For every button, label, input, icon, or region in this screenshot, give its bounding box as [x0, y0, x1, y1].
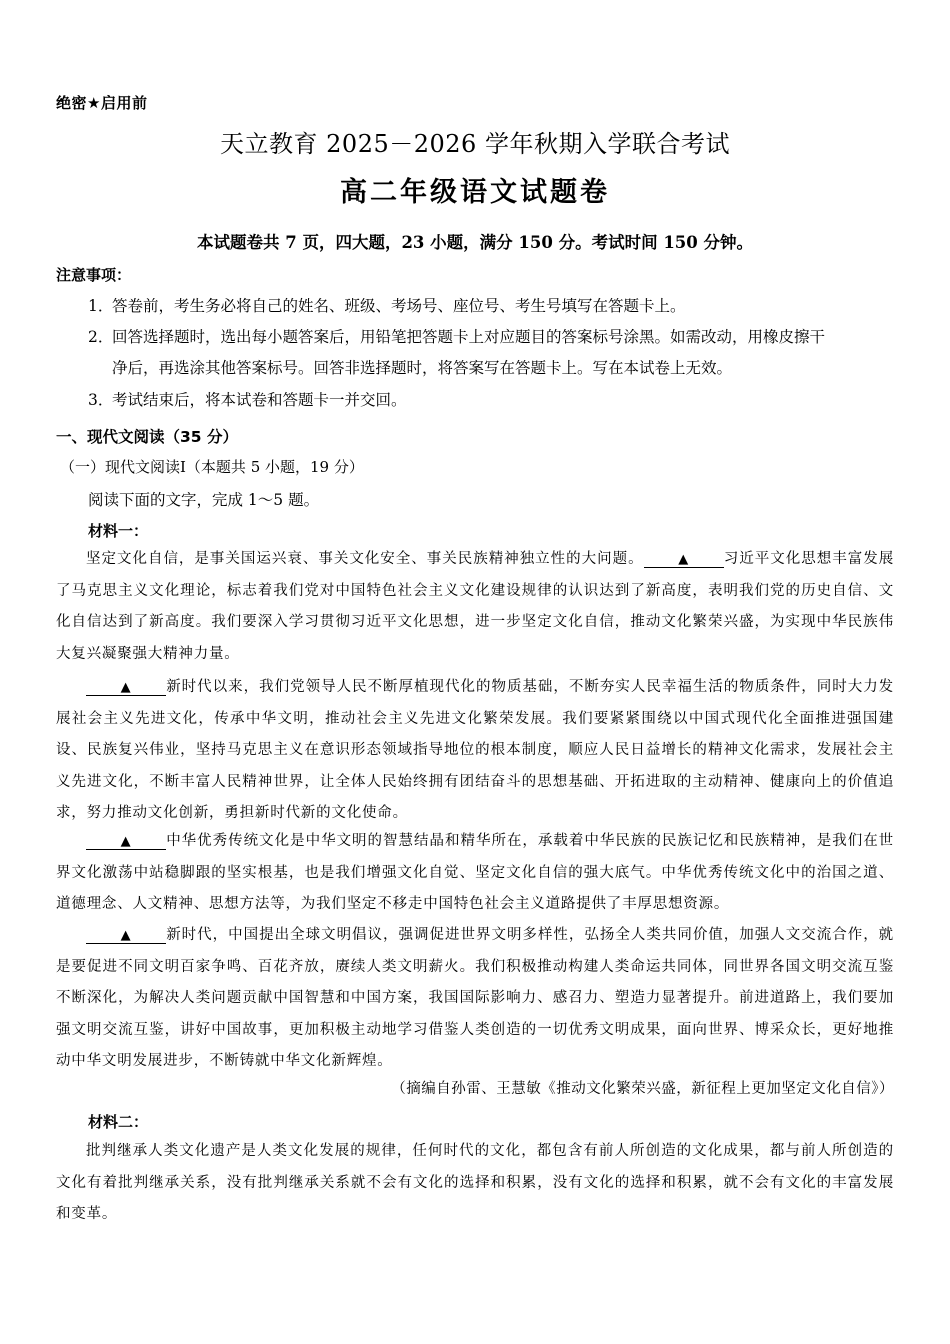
confidential-label: 绝密★启用前 [56, 94, 148, 112]
fill-blank-marker: ▲ [644, 553, 724, 568]
note-item-1 [88, 291, 888, 322]
note-text: 回答选择题时，选出每小题答案后，用铅笔把答题卡上对应题目的答案标号涂黑。如需改动，用橡皮擦干 [112, 328, 826, 346]
material-1-paragraph-1 [56, 544, 894, 670]
paper-info: 本试题卷共 7 页，四大题，23 小题，满分 150 分。考试时间 150 分钟。 [196, 233, 754, 252]
paragraph-text-before: 坚定文化自信，是事关国运兴衰、事关文化安全、事关民族精神独立性的大问题。 [86, 551, 644, 567]
note-item-3 [88, 385, 888, 416]
notes-heading: 注意事项： [56, 266, 132, 284]
note-item-2 [88, 322, 888, 384]
paper-title: 高二年级语文试题卷 [340, 177, 610, 208]
material-1-paragraph-4 [56, 920, 894, 1078]
paragraph-text: 新时代以来，我们党领导人民不断厚植现代化的物质基础，不断夯实人民幸福生活的物质条件，同时大力发展社会主义先进文化，传承中华文明，推动社会主义先进文化繁荣发展。我们要紧紧围绕以中国式现代化全面推进强国建设、民族复兴伟业，坚持马克思主义在意识形态领域指导地位的根本制度，顺应人民日益增长的精神文化需求，发展社会主义先进文化，不断丰富人民精神世界，让全体人民始终拥有团结奋斗的思想基础、开拓进取的主动精神、健康向上的价值追求，努力推动文化创新，勇担新时代新的文化使命。 [56, 679, 894, 821]
note-text-continuation: 净后，再选涂其他答案标号。回答非选择题时，将答案写在答题卡上。写在本试卷上无效。 [112, 359, 733, 377]
note-text: 考试结束后，将本试卷和答题卡一并交回。 [112, 391, 407, 409]
reading-instruction: 阅读下面的文字，完成 1～5 题。 [88, 491, 320, 509]
fill-blank-marker: ▲ [86, 681, 166, 696]
paragraph-text: 新时代，中国提出全球文明倡议，强调促进世界文明多样性，弘扬全人类共同价值，加强人文交流合作，就是要促进不同文明百家争鸣、百花齐放，赓续人类文明薪火。我们积极推动构建人类命运共同体，同世界各国文明交流互鉴不断深化，为解决人类问题贡献中国智慧和中国方案，我国国际影响力、感召力、塑造力显著提升。前进道路上，我们要加强文明交流互鉴，讲好中国故事，更加积极主动地学习借鉴人类创造的一切优秀文明成果，面向世界、博采众长，更好地推动中华文明发展进步，不断铸就中华文化新辉煌。 [56, 927, 894, 1069]
material-1-source: （摘编自孙雷、王慧敏《推动文化繁荣兴盛，新征程上更加坚定文化自信》） [391, 1081, 894, 1097]
material-2-heading: 材料二： [88, 1113, 149, 1131]
material-1-paragraph-2 [56, 672, 894, 830]
fill-blank-marker: ▲ [86, 835, 166, 850]
exam-title: 天立教育 2025－2026 学年秋期入学联合考试 [220, 130, 730, 158]
section-title: 一、现代文阅读（35 分） [56, 428, 238, 446]
note-number: 2． [88, 328, 114, 346]
note-text: 答卷前，考生务必将自己的姓名、班级、考场号、座位号、考生号填写在答题卡上。 [112, 297, 686, 315]
note-number: 1． [88, 297, 114, 315]
fill-blank-marker: ▲ [86, 929, 166, 944]
material-2-paragraph-1: 批判继承人类文化遗产是人类文化发展的规律，任何时代的文化，都包含有前人所创造的文化成果，都与前人所创造的文化有着批判继承关系，没有批判继承关系就不会有文化的选择和积累，没有文化的选择和积累，就不会有文化的丰富发展和变革。 [56, 1143, 894, 1222]
paragraph-text: 中华优秀传统文化是中华文明的智慧结晶和精华所在，承载着中华民族的民族记忆和民族精神，是我们在世界文化激荡中站稳脚跟的坚实根基，也是我们增强文化自觉、坚定文化自信的强大底气。中华优秀传统文化中的治国之道、道德理念、人文精神、思想方法等，为我们坚定不移走中国特色社会主义道路提供了丰厚思想资源。 [56, 833, 894, 912]
material-1-paragraph-3 [56, 826, 894, 921]
subsection-title: （一）现代文阅读Ⅰ（本题共 5 小题，19 分） [60, 458, 364, 476]
note-number: 3． [88, 391, 114, 409]
material-1-heading: 材料一： [88, 522, 149, 540]
paragraph-text: 习近平文化思想丰富发展了马克思主义文化理论，标志着我们党对中国特色社会主义文化建设规律的认识达到了新高度，表明我们党的历史自信、文化自信达到了新高度。我们要深入学习贯彻习近平文化思想，进一步坚定文化自信，推动文化繁荣兴盛，为实现中华民族伟大复兴凝聚强大精神力量。 [56, 551, 894, 662]
